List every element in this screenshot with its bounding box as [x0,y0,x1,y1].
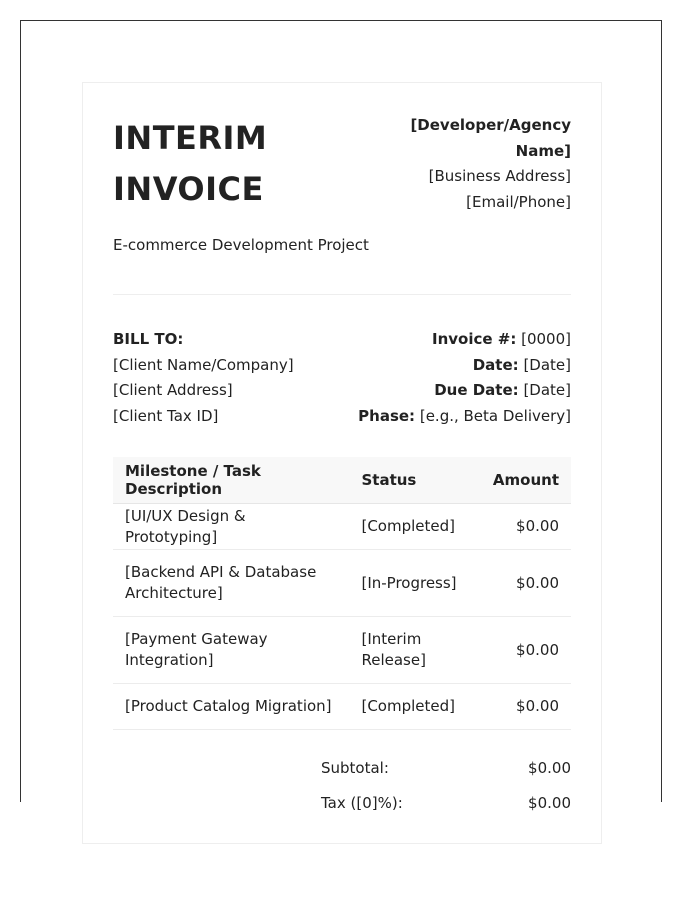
row-status: [Completed] [349,504,480,550]
subtotal-label: Subtotal: [321,759,389,777]
row-amount: $0.00 [481,504,571,550]
invoice-date-value: [Date] [523,355,571,374]
invoice-title: INTERIM INVOICE [113,119,268,208]
due-date-label: Due Date: [434,381,519,399]
invoice-page [82,82,602,844]
document-viewport[interactable] [20,20,662,812]
table-row [113,617,571,684]
row-amount: $0.00 [481,617,571,684]
milestone-table [113,457,571,730]
due-date-value: [Date] [523,381,571,399]
table-row [113,504,571,550]
client-address: [Client Address] [113,381,233,399]
client-name: [Client Name/Company] [113,355,294,374]
row-status: [In-Progress] [349,550,480,617]
header-status: Status [349,457,480,504]
table-row [113,684,571,730]
row-amount: $0.00 [481,684,571,730]
header-description: Milestone / Task Description [113,457,349,504]
invoice-number-value: [0000] [521,330,571,348]
invoice-number-label: Invoice #: [431,330,517,348]
subtotal-row [321,757,571,792]
due-date-line [358,378,571,404]
header-amount: Amount [481,457,571,504]
row-description: [UI/UX Design & Prototyping] [113,504,349,550]
table-header-row [113,457,571,504]
tax-row [321,792,571,827]
row-description: [Payment Gateway Integration] [113,617,349,684]
invoice-number-line [358,327,571,353]
bill-to-label: BILL TO: [113,330,184,348]
project-subtitle: E-commerce Development Project [113,236,369,254]
row-description: [Backend API & Database Architecture] [113,550,349,617]
sender-contact: [Email/Phone] [466,192,571,211]
invoice-meta-block [358,327,571,429]
bill-to-block [113,327,294,429]
tax-label: Tax ([0]%): [321,794,403,812]
phase-value: [e.g., Beta Delivery] [419,406,571,425]
totals-block [321,757,571,827]
phase-label: Phase: [358,406,416,425]
sender-name: [Developer/Agency Name] [410,116,571,160]
invoice-date-label: Date: [472,355,519,374]
row-status: [Completed] [349,684,480,730]
sender-block [371,113,571,215]
sender-address: [Business Address] [428,167,571,185]
subtotal-value: $0.00 [528,759,571,777]
table-row [113,550,571,617]
client-tax-id: [Client Tax ID] [113,406,219,425]
tax-value: $0.00 [528,794,571,812]
header-divider [113,294,571,295]
row-amount: $0.00 [481,550,571,617]
phase-line [358,404,571,430]
row-description: [Product Catalog Migration] [113,684,349,730]
row-status: [Interim Release] [349,617,480,684]
invoice-date-line [358,353,571,379]
